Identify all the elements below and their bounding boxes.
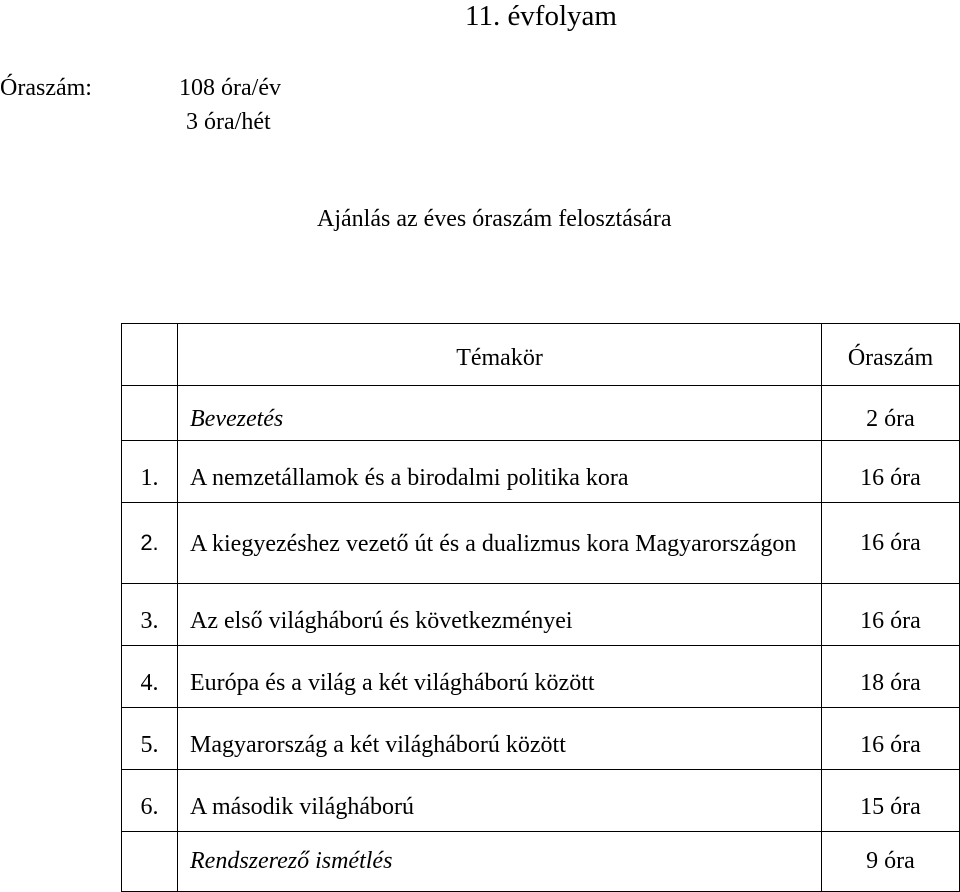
row-hours: 15 óra <box>822 770 960 832</box>
row-hours: 9 óra <box>822 832 960 892</box>
hours-per-year: 108 óra/év <box>179 75 281 101</box>
header-number <box>122 324 178 386</box>
row-topic: Magyarország a két világháború között <box>178 708 822 770</box>
table-row <box>122 386 960 441</box>
row-topic: Rendszerező ismétlés <box>178 832 822 892</box>
row-topic: A nemzetállamok és a birodalmi politika kora <box>178 441 822 503</box>
table-row <box>122 832 960 892</box>
hours-label: Óraszám: <box>0 75 92 101</box>
row-topic: A kiegyezéshez vezető út és a dualizmus kora Magyarországon <box>178 503 822 584</box>
row-number: 5. <box>122 708 178 770</box>
row-number: 2. <box>122 503 178 584</box>
row-number: 6. <box>122 770 178 832</box>
curriculum-table <box>121 323 960 892</box>
row-topic: Az első világháború és következményei <box>178 584 822 646</box>
table-row <box>122 770 960 832</box>
page-title: 11. évfolyam <box>465 0 617 32</box>
row-hours: 18 óra <box>822 646 960 708</box>
row-hours: 16 óra <box>822 503 960 584</box>
row-number <box>122 386 178 441</box>
section-subtitle: Ajánlás az éves óraszám felosztására <box>317 206 672 232</box>
table-row <box>122 646 960 708</box>
header-hours: Óraszám <box>822 324 960 386</box>
table-row <box>122 584 960 646</box>
row-hours: 16 óra <box>822 584 960 646</box>
row-topic: Bevezetés <box>178 386 822 441</box>
row-hours: 2 óra <box>822 386 960 441</box>
header-topic: Témakör <box>178 324 822 386</box>
hours-per-week: 3 óra/hét <box>186 109 271 135</box>
row-hours: 16 óra <box>822 708 960 770</box>
row-number: 4. <box>122 646 178 708</box>
row-hours: 16 óra <box>822 441 960 503</box>
row-topic: Európa és a világ a két világháború között <box>178 646 822 708</box>
row-number: 1. <box>122 441 178 503</box>
row-number <box>122 832 178 892</box>
row-topic: A második világháború <box>178 770 822 832</box>
table-row <box>122 708 960 770</box>
table-row <box>122 441 960 503</box>
row-number: 3. <box>122 584 178 646</box>
table-row <box>122 503 960 584</box>
table-header-row <box>122 324 960 386</box>
